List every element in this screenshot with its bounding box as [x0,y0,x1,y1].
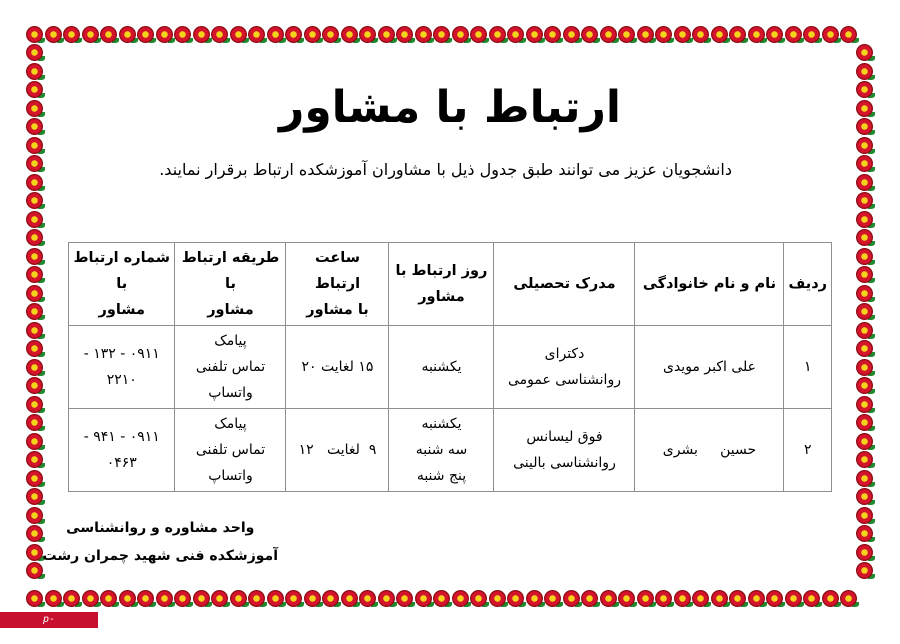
header-line: ردیف [788,276,827,292]
header-contact-method [175,243,286,326]
flower-ornament [304,590,321,607]
header-line: مدرک تحصیلی [513,276,616,292]
method-line: واتساپ [208,468,253,484]
header-contact-day [389,243,494,326]
header-line: با مشاور [306,302,369,318]
flower-ornament [581,590,598,607]
header-line: شماره ارتباط با [73,250,171,292]
flower-ornament [26,211,43,228]
flower-ornament [193,590,210,607]
flower-ornament [26,340,43,357]
site-watermark-link[interactable]: p-rasht.nus.ac.ir [0,612,98,628]
flower-ornament [26,174,43,191]
flower-ornament [341,26,358,43]
flower-ornament [26,303,43,320]
flower-ornament [526,26,543,43]
flower-ornament [137,26,154,43]
flower-ornament [856,525,873,542]
footer-signature [43,514,279,570]
phone-number-cell: ۰۹۱۱ - ۱۳۲ - ۲۲۱۰ [69,326,175,409]
flower-ornament [26,433,43,450]
flower-border-top [26,24,876,46]
flower-ornament [452,590,469,607]
flower-ornament [322,590,339,607]
flower-ornament [267,590,284,607]
flower-ornament [341,590,358,607]
contact-days-cell [389,326,494,409]
flower-ornament [248,590,265,607]
flower-ornament [156,26,173,43]
flower-ornament [100,590,117,607]
method-line: تماس تلفنی [195,442,266,458]
flower-ornament [856,488,873,505]
flower-ornament [856,340,873,357]
flower-ornament [856,248,873,265]
flower-ornament [26,359,43,376]
flower-ornament [119,590,136,607]
flower-ornament [26,285,43,302]
flower-ornament [26,44,43,61]
flower-ornament [856,544,873,561]
flower-ornament [489,590,506,607]
flower-ornament [766,590,783,607]
flower-ornament [856,229,873,246]
flower-ornament [174,26,191,43]
degree-line: دکترای [544,346,585,362]
flower-ornament [396,26,413,43]
header-line: روز ارتباط با [395,263,488,279]
flower-ornament [563,590,580,607]
flower-ornament [248,26,265,43]
flower-ornament [26,590,43,607]
flower-ornament [82,590,99,607]
flower-ornament [26,396,43,413]
row-number-cell: ۲ [784,409,832,492]
degree-line: فوق لیسانس [526,429,603,445]
flower-border-bottom [26,588,876,610]
flower-ornament [637,26,654,43]
flower-ornament [507,26,524,43]
flower-ornament [304,26,321,43]
flower-ornament [637,590,654,607]
flower-ornament [82,26,99,43]
flower-ornament [856,359,873,376]
flower-ornament [748,26,765,43]
flower-ornament [674,590,691,607]
flower-ornament [581,26,598,43]
flower-ornament [470,26,487,43]
flower-ornament [26,507,43,524]
flower-ornament [803,590,820,607]
flower-ornament [840,590,857,607]
contact-methods-cell [175,409,286,492]
flower-ornament [856,451,873,468]
header-line: مشاور [207,302,254,318]
flower-ornament [452,26,469,43]
flower-ornament [26,544,43,561]
contact-hours-cell: ۱۵ لغایت ۲۰ [286,326,389,409]
phone-number-cell: ۰۹۱۱ - ۹۴۱ - ۰۴۶۳ [69,409,175,492]
flower-ornament [26,322,43,339]
method-line: واتساپ [208,385,253,401]
flower-ornament [600,590,617,607]
header-contact-number [69,243,175,326]
flower-ornament [26,248,43,265]
flower-ornament [856,322,873,339]
flower-ornament [856,377,873,394]
table-row [69,326,832,409]
flower-ornament [26,266,43,283]
header-contact-hours [286,243,389,326]
flower-ornament [415,26,432,43]
flower-ornament [285,590,302,607]
page-title: ارتباط با مشاور [278,82,621,133]
flower-ornament [26,155,43,172]
contact-hours-cell: ۹ لغایت ۱۲ [286,409,389,492]
flower-ornament [822,26,839,43]
flower-ornament [100,26,117,43]
flower-ornament [822,590,839,607]
flower-ornament [856,433,873,450]
flower-ornament [692,590,709,607]
flower-ornament [655,590,672,607]
flower-ornament [285,26,302,43]
table-row [69,409,832,492]
flower-ornament [26,451,43,468]
flower-ornament [26,470,43,487]
flower-ornament [507,590,524,607]
flower-ornament [544,590,561,607]
flower-ornament [396,590,413,607]
flower-ornament [63,590,80,607]
flower-ornament [489,26,506,43]
footer-unit-name: واحد مشاوره و روانشناسی [66,520,255,536]
flower-ornament [26,414,43,431]
degree-line: روانشناسی عمومی [507,372,621,388]
flower-ornament [692,26,709,43]
flower-ornament [26,525,43,542]
flower-ornament [563,26,580,43]
flower-ornament [45,26,62,43]
flower-ornament [856,211,873,228]
method-line: پیامک [214,333,247,349]
flower-ornament [193,26,210,43]
flower-ornament [174,590,191,607]
method-line: پیامک [214,416,247,432]
flower-ornament [600,26,617,43]
flower-ornament [433,26,450,43]
day-line: سه شنبه [415,442,468,458]
flower-ornament [26,192,43,209]
flower-ornament [618,26,635,43]
degree-cell [494,409,635,492]
flower-ornament [674,26,691,43]
flower-ornament [415,590,432,607]
flower-ornament [359,26,376,43]
flower-ornament [856,507,873,524]
advisor-name-cell: حسین بشری [635,409,784,492]
advisor-contact-table [68,242,832,492]
row-number-cell: ۱ [784,326,832,409]
flower-ornament [322,26,339,43]
header-line: مشاور [98,302,146,318]
flower-ornament [156,590,173,607]
day-line: پنج شنبه [416,468,467,484]
flower-ornament [856,396,873,413]
header-line: مشاور [418,289,465,305]
flower-ornament [63,26,80,43]
table-header-row [69,243,832,326]
flower-ornament [856,303,873,320]
flower-ornament [45,590,62,607]
flower-ornament [840,26,857,43]
advisor-name-cell: علی اکبر مویدی [635,326,784,409]
flower-ornament [711,26,728,43]
flower-ornament [856,174,873,191]
flower-ornament [26,26,43,43]
method-line: تماس تلفنی [195,359,266,375]
flower-ornament [26,488,43,505]
degree-cell [494,326,635,409]
header-line: ساعت ارتباط [314,250,361,292]
flower-ornament [137,590,154,607]
header-full-name [635,243,784,326]
flower-ornament [26,377,43,394]
degree-line: روانشناسی بالینی [513,455,616,471]
flower-ornament [748,590,765,607]
flower-ornament [378,590,395,607]
contact-methods-cell [175,326,286,409]
flower-ornament [655,26,672,43]
flower-ornament [26,562,43,579]
flower-ornament [618,590,635,607]
flower-ornament [729,26,746,43]
flower-ornament [26,63,43,80]
flower-ornament [766,26,783,43]
flower-ornament [211,26,228,43]
flower-ornament [803,26,820,43]
header-row-number [784,243,832,326]
flower-ornament [230,26,247,43]
flower-ornament [544,26,561,43]
flower-ornament [267,26,284,43]
day-line: یکشنبه [421,416,462,432]
flower-ornament [729,590,746,607]
flower-ornament [785,590,802,607]
flower-ornament [856,137,873,154]
header-line: نام و نام خانوادگی [642,276,777,292]
flower-ornament [26,137,43,154]
flower-ornament [359,590,376,607]
flower-ornament [433,590,450,607]
flower-ornament [119,26,136,43]
flower-ornament [26,229,43,246]
header-line: طریقه ارتباط با [181,250,280,292]
contact-days-cell [389,409,494,492]
flower-ornament [856,155,873,172]
flower-ornament [230,590,247,607]
flower-ornament [856,470,873,487]
flower-ornament [856,63,873,80]
footer-institute-name: آموزشکده فنی شهید چمران رشت [42,548,278,564]
flower-ornament [856,192,873,209]
flower-ornament [470,590,487,607]
intro-text: دانشجویان عزیز می توانند طبق جدول ذیل با مشاوران آموزشکده ارتباط برقرار نمایند. [159,160,732,179]
flower-ornament [856,266,873,283]
flower-ornament [378,26,395,43]
flower-ornament [526,590,543,607]
day-line: یکشنبه [421,359,462,375]
flower-ornament [856,414,873,431]
flower-ornament [856,285,873,302]
flower-ornament [211,590,228,607]
flower-ornament [711,590,728,607]
flower-ornament [856,562,873,579]
header-degree [494,243,635,326]
flower-ornament [856,44,873,61]
flower-ornament [785,26,802,43]
